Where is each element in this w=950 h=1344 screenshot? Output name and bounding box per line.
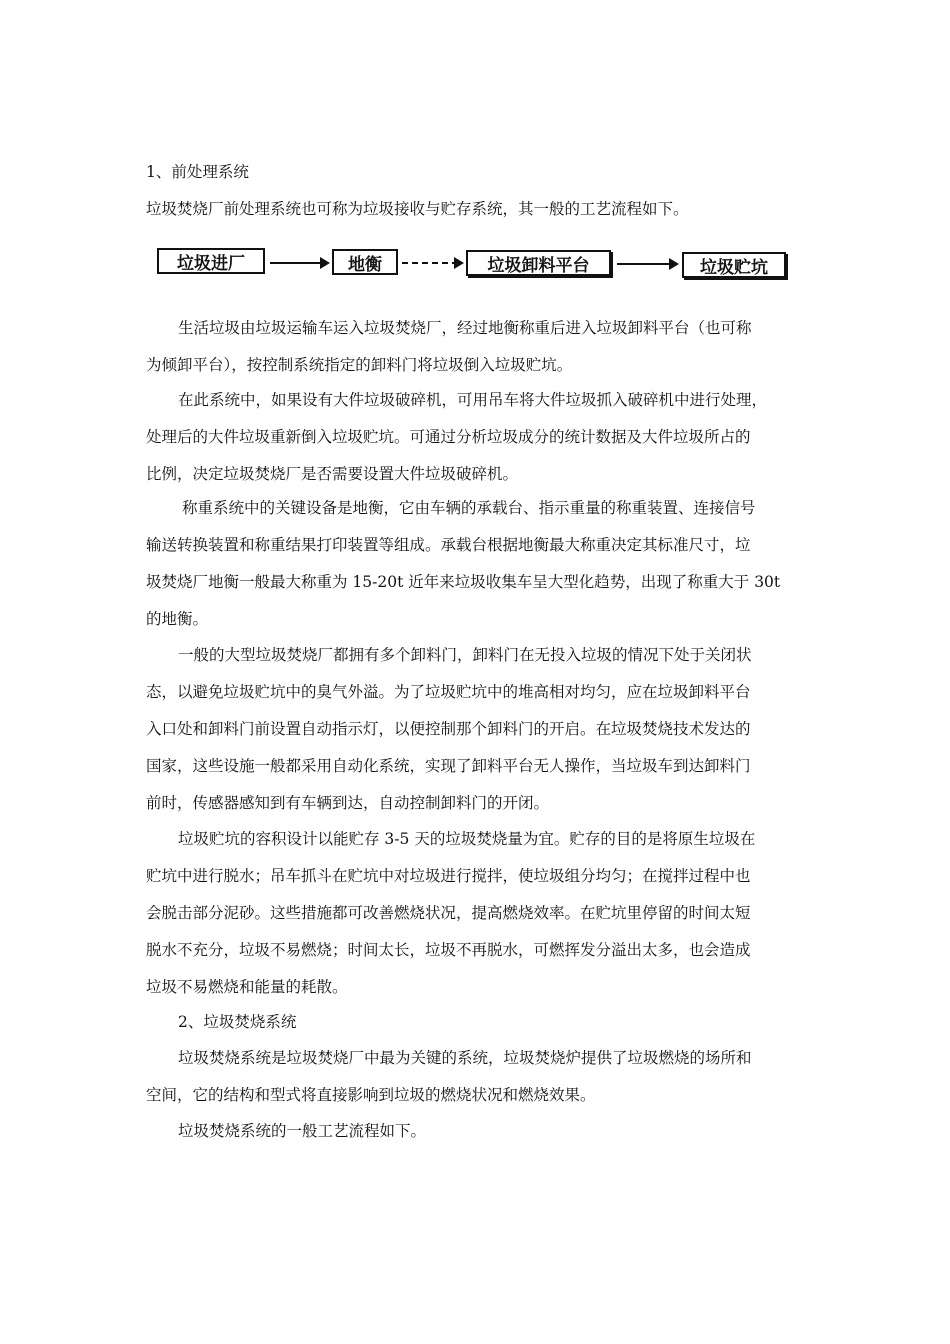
paragraph-line: 圾焚烧厂地衡一般最大称重为 15-20t 近年来垃圾收集车呈大型化趋势，出现了称重大于 30t	[146, 573, 781, 591]
flow-arrow-3	[617, 263, 677, 265]
paragraph-line: 垃圾贮坑的容积设计以能贮存 3-5 天的垃圾焚烧量为宜。贮存的目的是将原生垃圾在	[178, 830, 756, 848]
paragraph-line: 贮坑中进行脱水；吊车抓斗在贮坑中对垃圾进行搅拌，使垃圾组分均匀；在搅拌过程中也	[146, 867, 751, 885]
flow-step-garbage-entry: 垃圾进厂	[157, 248, 265, 274]
paragraph-line: 垃圾焚烧系统是垃圾焚烧厂中最为关键的系统，垃圾焚烧炉提供了垃圾燃烧的场所和	[178, 1049, 752, 1067]
flow-step-weighbridge: 地衡	[332, 249, 398, 275]
paragraph-line: 国家，这些设施一般都采用自动化系统，实现了卸料平台无人操作，当垃圾车到达卸料门	[146, 757, 751, 775]
paragraph-line: 处理后的大件垃圾重新倒入垃圾贮坑。可通过分析垃圾成分的统计数据及大件垃圾所占的	[146, 428, 751, 446]
paragraph-line: 生活垃圾由垃圾运输车运入垃圾焚烧厂，经过地衡称重后进入垃圾卸料平台（也可称	[178, 319, 752, 337]
paragraph-line: 会脱击部分泥砂。这些措施都可改善燃烧状况，提高燃烧效率。在贮坑里停留的时间太短	[146, 904, 751, 922]
paragraph-line: 比例，决定垃圾焚烧厂是否需要设置大件垃圾破碎机。	[146, 465, 519, 483]
paragraph-line: 前时，传感器感知到有车辆到达，自动控制卸料门的开闭。	[146, 794, 550, 812]
intro-paragraph: 垃圾焚烧厂前处理系统也可称为垃圾接收与贮存系统，其一般的工艺流程如下。	[146, 200, 689, 218]
paragraph-line: 入口处和卸料门前设置自动指示灯，以便控制那个卸料门的开启。在垃圾焚烧技术发达的	[146, 720, 751, 738]
paragraph-line: 垃圾不易燃烧和能量的耗散。	[146, 978, 348, 996]
paragraph-line: 称重系统中的关键设备是地衡，它由车辆的承载台、指示重量的称重装置、连接信号	[182, 499, 756, 517]
section-heading-2: 2、垃圾焚烧系统	[178, 1013, 297, 1031]
paragraph-line: 输送转换装置和称重结果打印装置等组成。承载台根据地衡最大称重决定其标准尺寸，垃	[146, 536, 751, 554]
section-heading-1: 1、前处理系统	[146, 163, 249, 181]
flow-step-storage-pit: 垃圾贮坑	[682, 252, 786, 278]
flow-arrow-1	[270, 262, 328, 264]
paragraph-line: 一般的大型垃圾焚烧厂都拥有多个卸料门，卸料门在无投入垃圾的情况下处于关闭状	[178, 646, 752, 664]
flow-arrow-2	[402, 262, 462, 264]
paragraph-line: 态，以避免垃圾贮坑中的臭气外溢。为了垃圾贮坑中的堆高相对均匀，应在垃圾卸料平台	[146, 683, 751, 701]
paragraph-line: 脱水不充分，垃圾不易燃烧；时间太长，垃圾不再脱水，可燃挥发分溢出太多，也会造成	[146, 941, 751, 959]
flow-step-unloading-platform: 垃圾卸料平台	[466, 250, 611, 276]
paragraph-line: 垃圾焚烧系统的一般工艺流程如下。	[178, 1122, 427, 1140]
paragraph-line: 在此系统中，如果设有大件垃圾破碎机，可用吊车将大件垃圾抓入破碎机中进行处理，	[178, 391, 768, 409]
paragraph-line: 空间，它的结构和型式将直接影响到垃圾的燃烧状况和燃烧效果。	[146, 1086, 596, 1104]
paragraph-line: 的地衡。	[146, 610, 209, 628]
paragraph-line: 为倾卸平台），按控制系统指定的卸料门将垃圾倒入垃圾贮坑。	[146, 356, 573, 374]
